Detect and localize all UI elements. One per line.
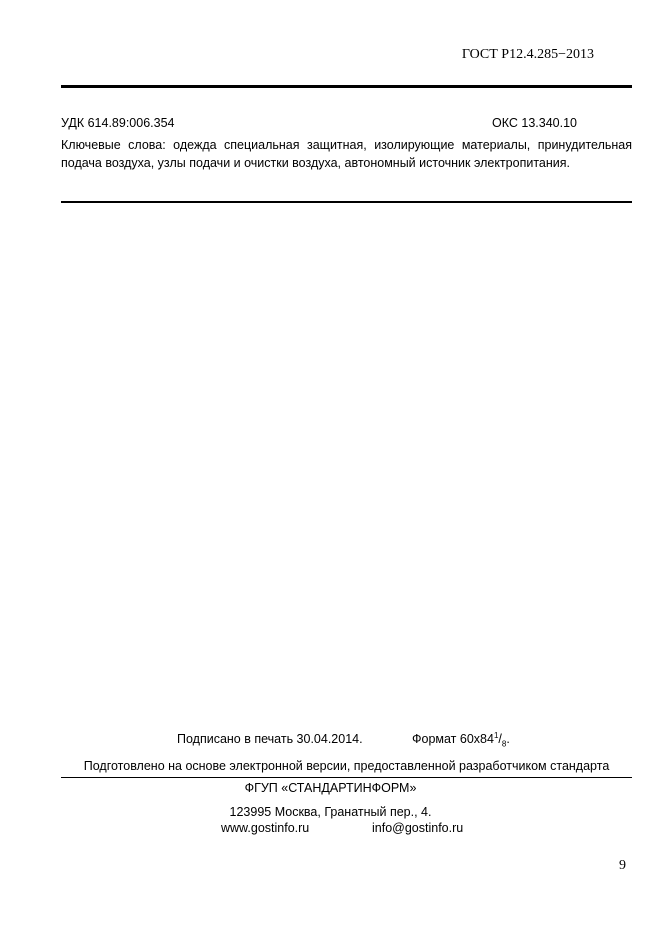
publisher-website: www.gostinfo.ru [221, 821, 310, 835]
format-fraction-denominator: 8 [501, 739, 507, 749]
format-fraction-numerator: 1 [493, 730, 499, 740]
page-number: 9 [619, 858, 626, 873]
top-divider [61, 85, 632, 88]
signed-date: Подписано в печать 30.04.2014. [177, 732, 363, 746]
publisher-email: info@gostinfo.ru [372, 821, 464, 835]
keywords-divider [61, 201, 632, 203]
publisher-divider [61, 777, 632, 778]
paper-format: Формат $60x84^1/_8$. [412, 730, 510, 749]
format-label: Формат 60x84 [412, 732, 494, 746]
format-end: . [506, 732, 510, 746]
publisher-name: ФГУП «СТАНДАРТИНФОРМ» [244, 781, 417, 795]
keywords-paragraph: Ключевые слова: одежда специальная защитная, изолирующие материалы, принудительная подача воздуха, узлы подачи и очистки воздуха, автономный источник электропитания. [61, 138, 632, 170]
udk-code: УДК 614.89:006.354 [61, 116, 175, 130]
prepared-note: Подготовлено на основе электронной версии, предоставленной разработчиком стандарта [83, 759, 610, 773]
oks-code: ОКС 13.340.10 [492, 116, 577, 130]
publisher-address: 123995 Москва, Гранатный пер., 4. [229, 805, 432, 819]
document-code: ГОСТ Р12.4.285−2013 [461, 47, 594, 62]
